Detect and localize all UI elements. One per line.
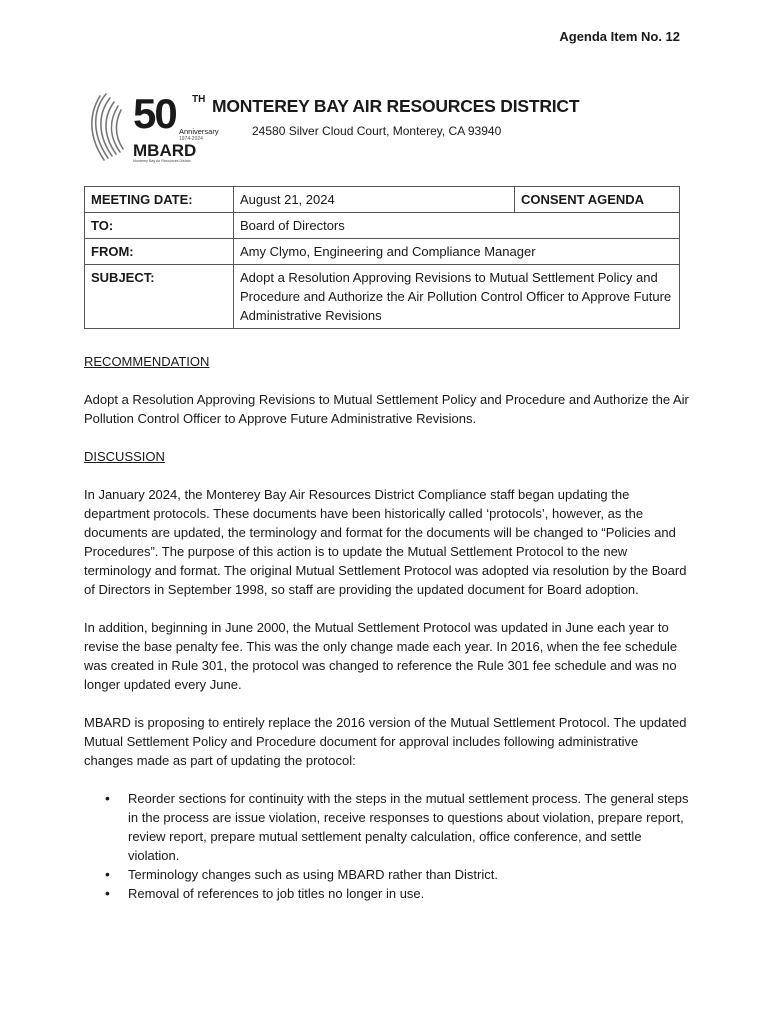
table-row xyxy=(85,213,680,239)
subject-label: SUBJECT: xyxy=(85,265,234,329)
recommendation-text: Adopt a Resolution Approving Revisions to Mutual Settlement Policy and Procedure and Authorize the Air Pollution Control Officer to Approve Future Administrative Revisions. xyxy=(84,392,689,426)
from-label: FROM: xyxy=(85,239,234,265)
to-label: TO: xyxy=(85,213,234,239)
agenda-item-number: Agenda Item No. 12 xyxy=(559,29,680,44)
discussion-paragraph-3: MBARD is proposing to entirely replace the 2016 version of the Mutual Settlement Protocol. The updated Mutual Settlement Policy and Procedure document for approval includes following administrative changes made as part of updating the protocol: xyxy=(84,715,687,768)
meeting-date-label: MEETING DATE: xyxy=(85,187,234,213)
discussion-paragraph-1: In January 2024, the Monterey Bay Air Resources District Compliance staff began updating the department protocols. These documents have been historically called ‘protocols’, however, as the documents are updated, the terminology and format for the documents will be changed to “Policies and Procedures”. The purpose of this action is to update the Mutual Settlement Protocol to the new terminology and format. The original Mutual Settlement Protocol was adopted via resolution by the Board of Directors in September 1998, so staff are providing the updated document for Board adoption. xyxy=(84,487,687,597)
document-body xyxy=(84,352,690,903)
logo-superscript: TH xyxy=(192,94,206,105)
table-row xyxy=(85,187,680,213)
meeting-date-value: August 21, 2024 xyxy=(234,187,515,213)
logo-years: 1974-2024 xyxy=(179,136,203,142)
table-row xyxy=(85,265,680,329)
to-value: Board of Directors xyxy=(234,213,680,239)
list-item: • Reorder sections for continuity with the steps in the mutual settlement process. The general steps in the process are issue violation, receive responses to questions about violation, prepare report, review report, prepare mutual settlement penalty calculation, office conference, and settle violation. xyxy=(128,789,690,865)
logo-anniversary: Anniversary xyxy=(179,127,219,136)
mbard-50th-anniversary-logo xyxy=(86,88,219,164)
leaf-swoosh-icon xyxy=(92,94,123,160)
logo-abbreviation: MBARD xyxy=(133,141,197,160)
table-row xyxy=(85,239,680,265)
change-list xyxy=(84,789,690,903)
logo-tagline: Monterey Bay Air Resources District xyxy=(133,159,191,163)
from-value: Amy Clymo, Engineering and Compliance Manager xyxy=(234,239,680,265)
discussion-paragraph-2: In addition, beginning in June 2000, the Mutual Settlement Protocol was updated in June each year to revise the base penalty fee. This was the only change made each year. In 2016, when the fee schedule was created in Rule 301, the protocol was changed to reference the Rule 301 fee schedule and was no longer updated every June. xyxy=(84,620,678,692)
discussion-heading: DISCUSSION xyxy=(84,449,165,464)
organization-address: 24580 Silver Cloud Court, Monterey, CA 93940 xyxy=(252,124,502,138)
subject-value: Adopt a Resolution Approving Revisions to Mutual Settlement Policy and Procedure and Authorize the Air Pollution Control Officer to Approve Future Administrative Revisions xyxy=(234,265,680,329)
meeting-info-table xyxy=(84,186,680,329)
agenda-type: CONSENT AGENDA xyxy=(515,187,680,213)
organization-name: MONTEREY BAY AIR RESOURCES DISTRICT xyxy=(212,96,580,116)
recommendation-heading: RECOMMENDATION xyxy=(84,354,210,369)
logo-number: 50 xyxy=(133,90,176,137)
list-item: • Removal of references to job titles no longer in use. xyxy=(128,884,690,903)
list-item: • Terminology changes such as using MBARD rather than District. xyxy=(128,865,690,884)
